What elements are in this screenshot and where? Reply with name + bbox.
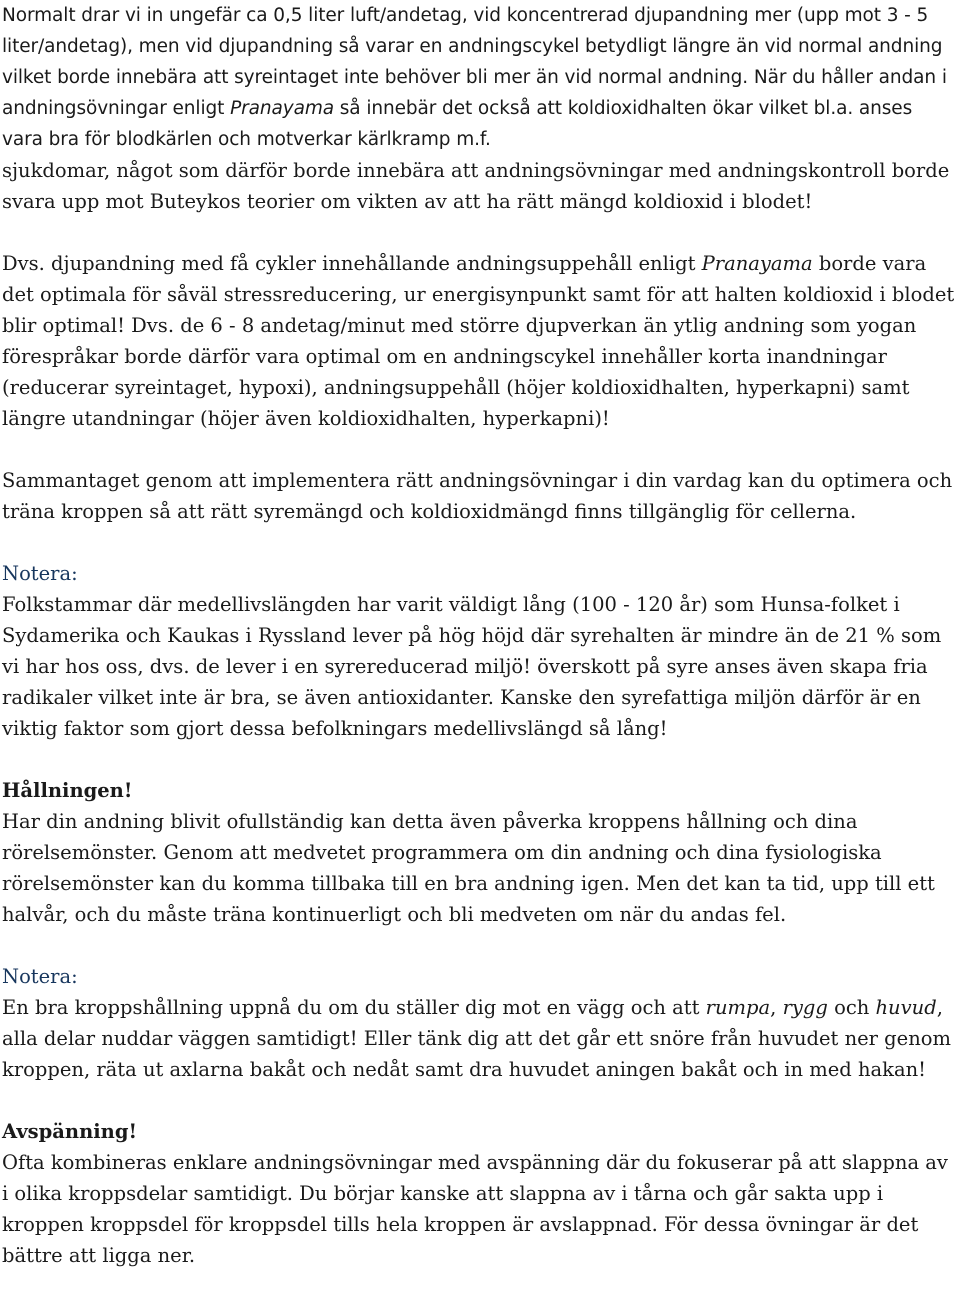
note-heading: Notera: bbox=[2, 562, 78, 585]
paragraph-avspanning: Ofta kombineras enklare andningsövningar med avspänning där du fokuserar på att slappna av i olika kroppsdelar samtidigt. Du börjar kanske att slappna av i tårna och går sakta upp i kroppen kroppsdel för kroppsdel tills hela kroppen är avslappnad. För dessa övningar är det bättre att ligga ner. bbox=[2, 1151, 948, 1267]
paragraph-text: , bbox=[770, 996, 783, 1019]
note-paragraph-longevity: Folkstammar där medellivslängden har varit väldigt lång (100 - 120 år) som Hunsa-folket i Sydamerika och Kaukas i Ryssland lever på hög höjd där syrehalten är mindre än de 21 % som vi har hos oss, dvs. de lever i en syrereducerad miljö! överskott på syre anses även skapa fria radikaler vilket inte är bra, se även antioxidanter. Kanske den syrefattiga miljön därför är en viktig faktor som gjort dessa befolkningars medellivslängd så lång! bbox=[2, 593, 942, 740]
paragraph-buteyko bbox=[2, 155, 958, 217]
note-paragraph-posture bbox=[2, 992, 958, 1085]
italic-term: rumpa bbox=[705, 996, 771, 1019]
italic-term: huvud bbox=[875, 996, 937, 1019]
paragraph-text: och bbox=[827, 996, 876, 1019]
paragraph-text: Dvs. djupandning med få cykler innehållande andningsuppehåll enligt bbox=[2, 252, 702, 275]
paragraph-summary: Sammantaget genom att implementera rätt andningsövningar i din vardag kan du optimera och träna kroppen så att rätt syremängd och koldioxidmängd finns tillgänglig för cellerna. bbox=[2, 469, 953, 523]
pranayama-term: Pranayama bbox=[230, 98, 334, 119]
document-page bbox=[2, 0, 958, 1271]
italic-term: rygg bbox=[782, 996, 828, 1019]
paragraph-deep-breathing bbox=[2, 248, 958, 434]
section-heading-hallning: Hållningen! bbox=[2, 779, 133, 802]
paragraph-text: så innebär det också att koldioxidhalten ökar vilket bl.a. anses vara bra för blodkärlen och motverkar kärlkramp m.f. bbox=[2, 98, 913, 150]
note-heading: Notera: bbox=[2, 965, 78, 988]
pranayama-term: Pranayama bbox=[701, 252, 813, 275]
paragraph-text: En bra kroppshållning uppnå du om du ställer dig mot en vägg och att bbox=[2, 996, 706, 1019]
paragraph-hallning: Har din andning blivit ofullständig kan detta även påverka kroppens hållning och dina rörelsemönster. Genom att medvetet programmera om din andning och dina fysiologiska rörelsemönster kan du komma tillbaka till en bra andning igen. Men det kan ta tid, upp till ett halvår, och du måste träna kontinuerligt och bli medveten om när du andas fel. bbox=[2, 810, 935, 926]
paragraph-text: Normalt drar vi in ungefär ca 0,5 liter luft/andetag, vid koncentrerad djupandning mer (upp mot 3 - 5 liter/andetag), men vid djupandning så varar en andningscykel betydligt längre än vid normal andning vilket borde innebära att syreintaget inte behöver bli mer än vid normal andning. När du håller andan i andningsövningar enligt bbox=[2, 5, 947, 119]
section-heading-avspanning: Avspänning! bbox=[2, 1120, 138, 1143]
paragraph-text: borde vara det optimala för såväl stressreducering, ur energisynpunkt samt för att halten koldioxid i blodet blir optimal! Dvs. de 6 - 8 andetag/minut med större djupverkan än ytlig andning som yogan förespråkar borde därför vara optimal om en andningscykel innehåller korta inandningar (reducerar syreintaget, hypoxi), andningsuppehåll (höjer koldioxidhalten, hyperkapni) samt längre utandningar (höjer även koldioxidhalten, hyperkapni)! bbox=[2, 252, 955, 430]
paragraph-text: , alla delar nuddar väggen samtidigt! Eller tänk dig att det går ett snöre från huvudet ner genom kroppen, räta ut axlarna bakåt och nedåt samt dra huvudet aningen bakåt och in med hakan! bbox=[2, 996, 951, 1081]
paragraph-breathing-volume bbox=[2, 0, 958, 155]
paragraph-text: sjukdomar, något som därför borde innebära att andningsövningar med andningskontroll borde svara upp mot Buteykos teorier om vikten av att ha rätt mängd koldioxid i blodet! bbox=[2, 159, 950, 213]
